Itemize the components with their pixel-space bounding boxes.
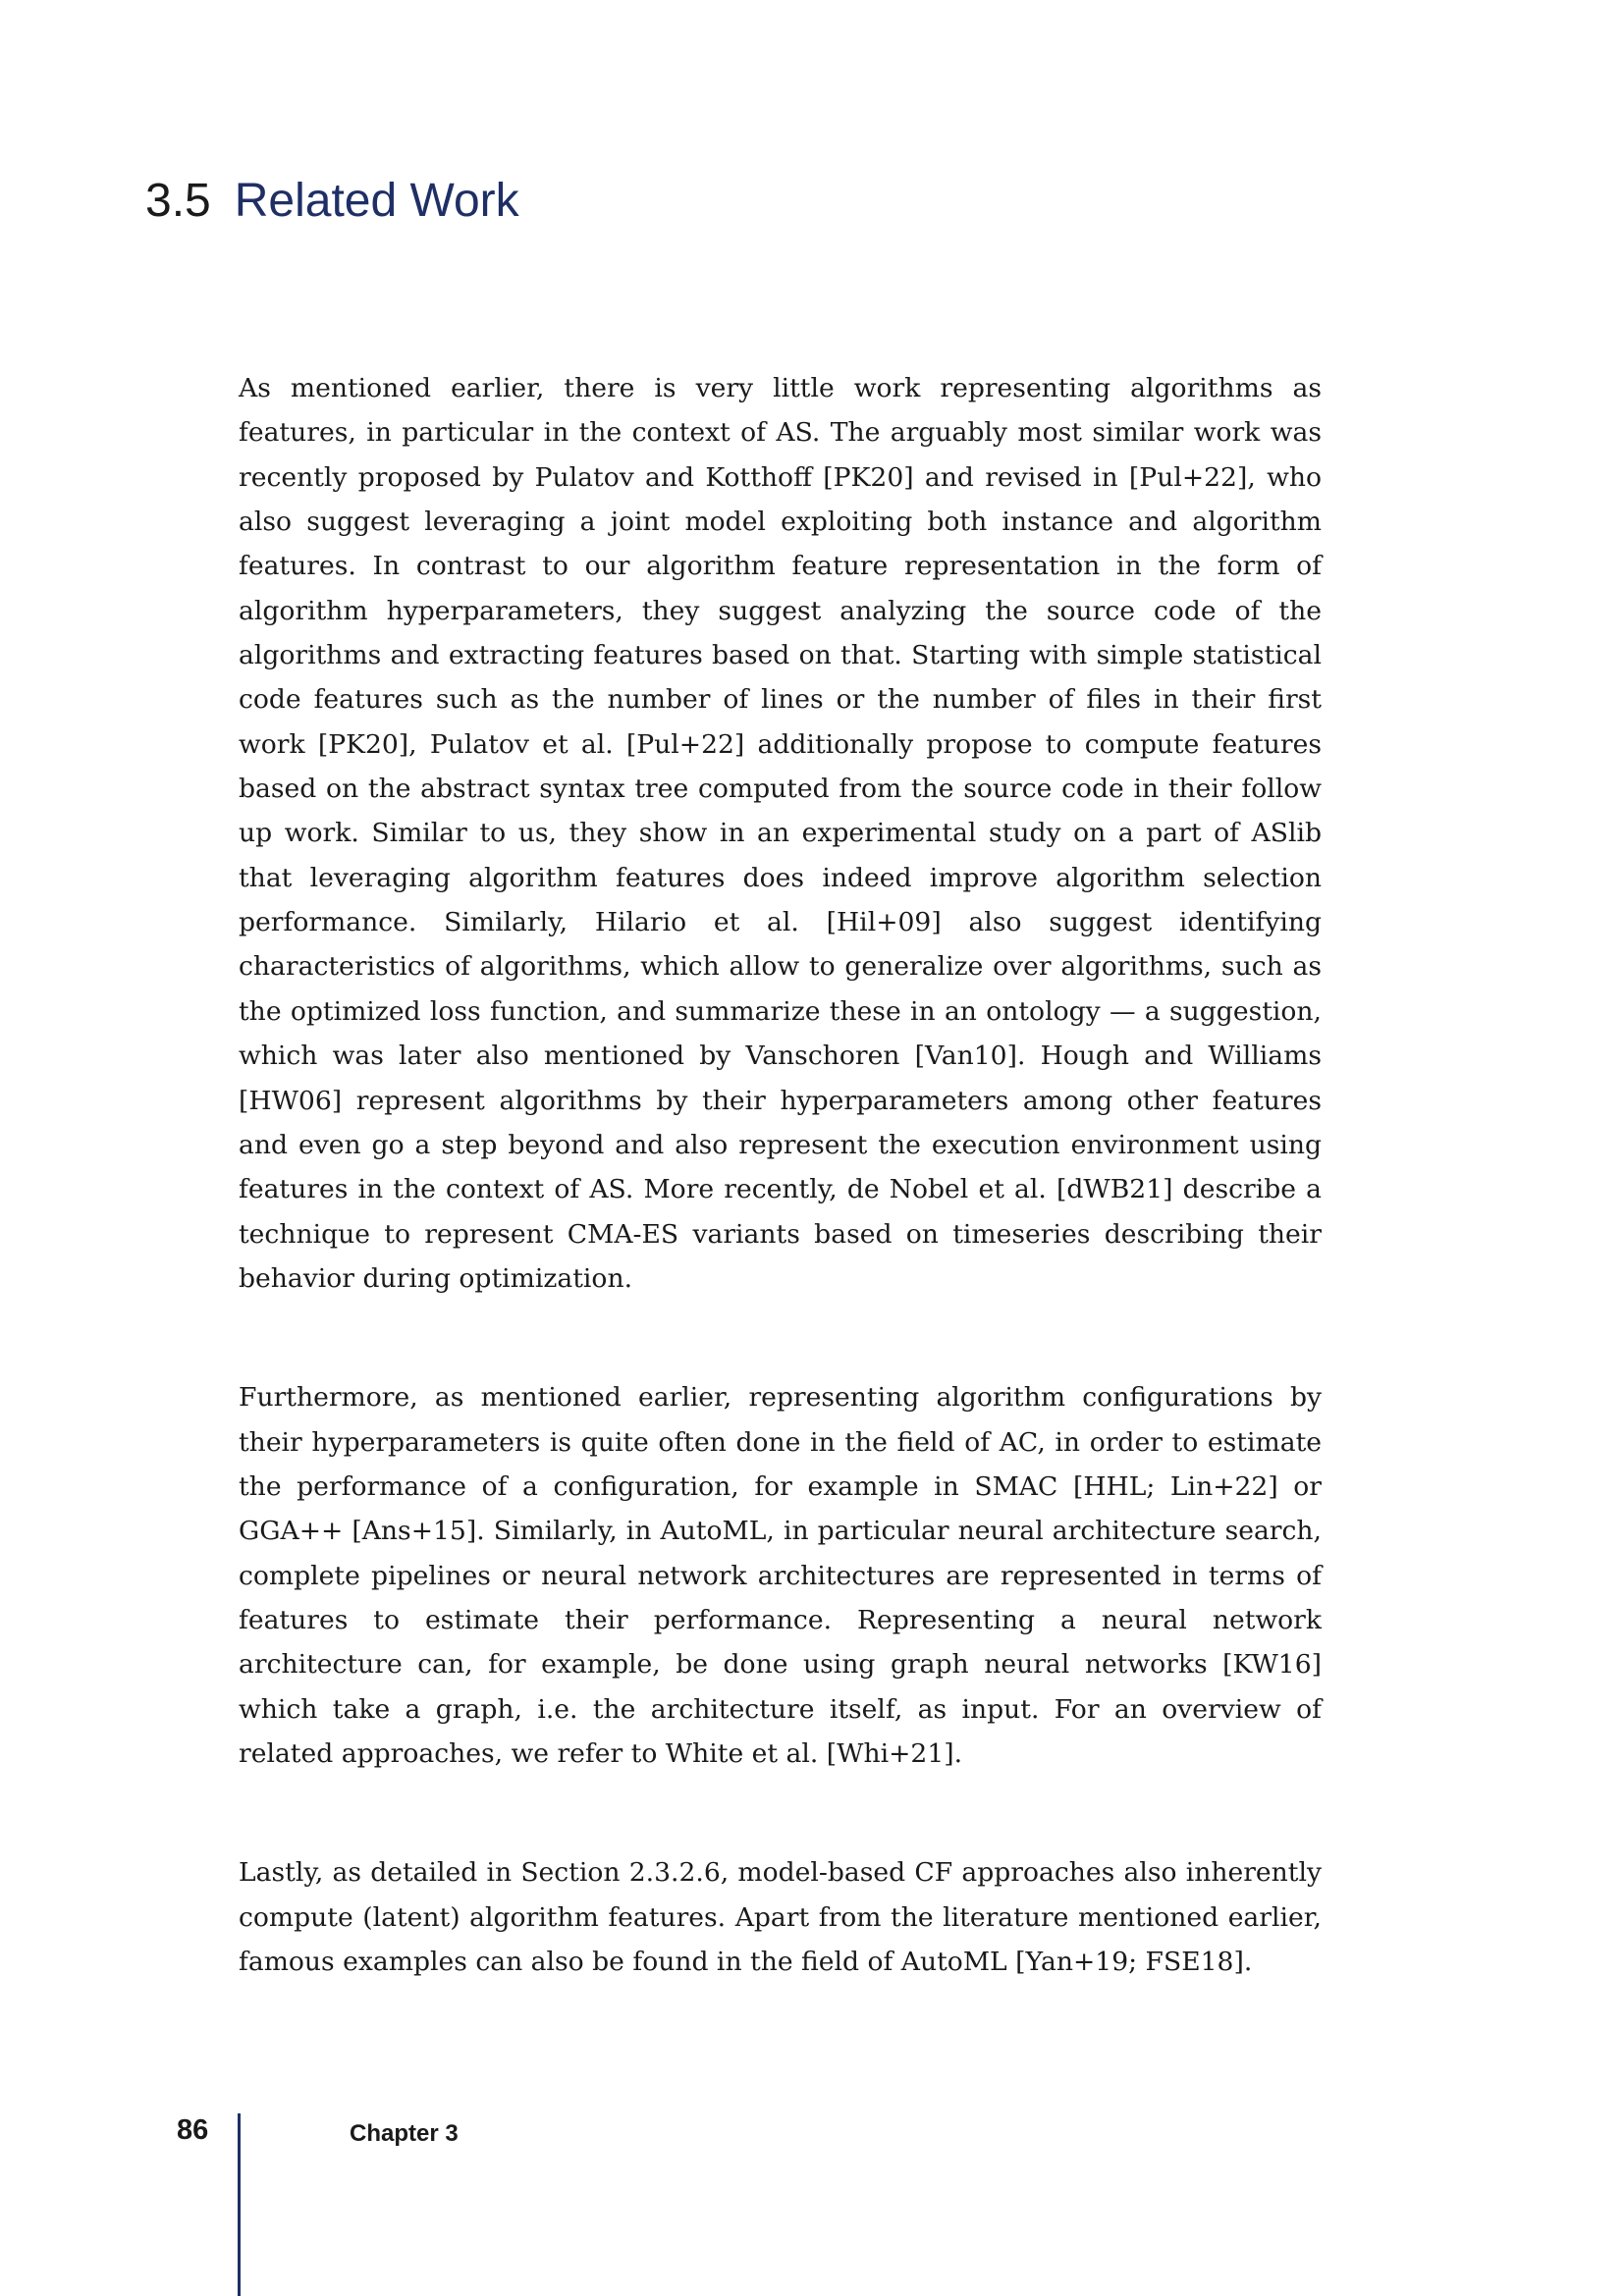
- running-footer-chapter: Chapter 3: [350, 2120, 459, 2147]
- section-number: 3.5: [145, 175, 211, 227]
- paragraph-collaborative-filtering: Lastly, as detailed in Section 2.3.2.6, model-based CF approaches also inherently compute (latent) algorithm features. Apart from the literature mentioned earlier, famous examples can also be found in the field of AutoML [Yan+19; FSE18].: [239, 1857, 1322, 1977]
- paragraph-hyperparameter-representation: Furthermore, as mentioned earlier, representing algorithm configurations by their hyperparameters is quite often done in the field of AC, in order to estimate the performance of a configuration, for example in SMAC [HHL; Lin+22] or GGA++ [Ans+15]. Similarly, in AutoML, in particular neural architecture search, complete pipelines or neural network architectures are represented in terms of features to estimate their performance. Representing a neural network architecture can, for example, be done using graph neural networks [KW16] which take a graph, i.e. the architecture itself, as input. For an overview of related approaches, we refer to White et al. [Whi+21].: [239, 1382, 1322, 1769]
- page-number: 86: [177, 2114, 209, 2146]
- section-heading: [145, 173, 519, 230]
- section-body: [239, 366, 1322, 1984]
- paragraph-algorithm-features: As mentioned earlier, there is very little work representing algorithms as features, in particular in the context of AS. The arguably most similar work was recently proposed by Pulatov and Kotthoff [PK20] and revised in [Pul+22], who also suggest leveraging a joint model exploiting both instance and algorithm features. In contrast to our algorithm feature representation in the form of algorithm hyperparameters, they suggest analyzing the source code of the algorithms and extracting features based on that. Starting with simple statistical code features such as the number of lines or the number of files in their first work [PK20], Pulatov et al. [Pul+22] additionally propose to compute features based on the abstract syntax tree computed from the source code in their follow up work. Similar to us, they show in an experimental study on a part of ASlib that leveraging algorithm features does indeed improve algorithm selection performance. Similarly, Hilario et al. [Hil+09] also suggest identifying characteristics of algorithms, which allow to generalize over algorithms, such as the optimized loss function, and summarize these in an ontology — a suggestion, which was later also mentioned by Vanschoren [Van10]. Hough and Williams [HW06] represent algorithms by their hyperparameters among other features and even go a step beyond and also represent the execution environment using features in the context of AS. More recently, de Nobel et al. [dWB21] describe a technique to represent CMA-ES variants based on timeseries describing their behavior during optimization.: [239, 373, 1322, 1294]
- footer-divider: [238, 2113, 241, 2296]
- section-title: Related Work: [234, 175, 519, 227]
